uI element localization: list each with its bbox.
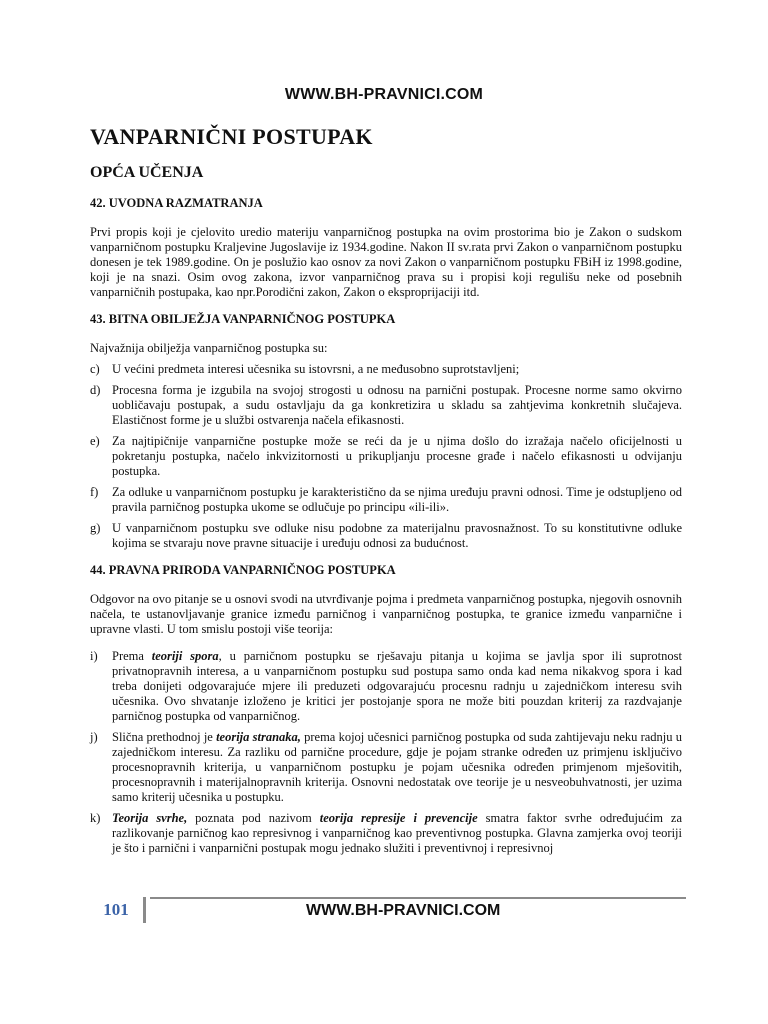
footer-page-separator (143, 897, 146, 923)
list-item (90, 811, 682, 856)
text-run: Slična prethodnoj je (112, 730, 217, 744)
list-item-text: Za najtipičnije vanparnične postupke može se reći da je u njima došlo do izražaja načelo oficijelnosti u pokretanju postupka, načelo inkvizitornosti u prikupljanju procesne građe i načelo efikasnosti u odvijanju postupka. (112, 434, 682, 478)
list-item-text: Za odluke u vanparničnom postupku je karakteristično da se njima uređuju pravni odnosi. Time je odstupljeno od pravila parničnog postupka ukome se odlučuje po principu «ili-ili». (112, 485, 682, 514)
list-marker: k) (90, 811, 101, 825)
document-subtitle: OPĆA UČENJA (90, 164, 204, 181)
text-run: prema kojoj učesnici parničnog postupka od suda zahtijevaju neku radnju u zajedničkom interesu. Za razliku od parnične procedure, gdje je pojam stranke određen uz primjenu isključivo procesnopravnih kriterija, u vanparničnom postupku je pojam učesnika određen primjenom mješovitih, procesnopravnih i materijalnopravnih kriterija. Osnovni nedostatak ove teorije je u nesveobuhvatnosti, jer uzima samo kriterij učesnika u postupku. (112, 730, 682, 804)
list-marker: i) (90, 649, 98, 663)
list-item (90, 362, 682, 377)
list-marker: g) (90, 521, 101, 535)
list-item (90, 485, 682, 515)
text-run: Prema (112, 649, 152, 663)
text-run: , u parničnom postupku se rješavaju pitanja u kojima se javlja spor ili suprotnost privatnopravnih interesa, a u vanparničnom postupku sud postupa samo onda kad nema nikakvog spora i kad treba donijeti odgovarajuće mjere ili preduzeti odgovarajuću procesnu radnju u zajedničkom interesu svih učesnika. Ovo shvatanje izloženo je kritici jer postojanje spora ne može biti pouzdan kriterij za razdvajanje parničnog postupka od vanparničnog. (112, 649, 682, 723)
emphasis-term: teorija stranaka, (216, 730, 301, 744)
section-42-heading: 42. UVODNA RAZMATRANJA (90, 196, 263, 210)
list-item-text (112, 811, 682, 856)
section-42-paragraph: Prvi propis koji je cjelovito uredio materiju vanparničnog postupka na ovim prostorima bio je Zakon o sudskom vanparničnom postupku Kraljevine Jugoslavije iz 1934.godine. Nakon II sv.rata prvi Zakon o vanparničnom postupku donesen je tek 1989.godine. On je poslužio kao osnov za novi Zakon o vanparničnom postupku FBiH iz 1998.godine, koji je na snazi. Osim ovog zakona, izvor vanparničnog prava su i propisi koji regulišu neke od posebnih vanparničnih postupaka, kao npr.Porodični zakon, Zakon o eksproprijaciji itd. (90, 225, 682, 299)
page-number: 101 (103, 900, 129, 919)
text-run: smatra faktor svrhe određujućim za razlikovanje parničnog kao represivnog i vanparničnog kao preventivnog postupka. Glavna zamjerka ovoj teoriji je što i parnični i vanparnični postupak mogu jednako služiti i preventivnoj i represivnoj (112, 811, 682, 855)
list-item-text: U većini predmeta interesi učesnika su istovrsni, a ne međusobno suprotstavljeni; (112, 362, 520, 376)
list-marker: e) (90, 434, 100, 448)
emphasis-term: teoriji spora (151, 649, 219, 663)
document-title: VANPARNIČNI POSTUPAK (90, 124, 373, 149)
list-item-text (112, 649, 682, 724)
list-item-text: Procesna forma je izgubila na svojoj strogosti u odnosu na parnični postupak. Procesne norme samo okvirno uobličavaju postupak, a sudu ostavljaju da ga konkretizira u skladu sa zahtjevima konkretnih slučajeva. Elastičnost forme je u službi ostvarenja načela efikasnosti. (112, 383, 682, 427)
list-marker: j) (90, 730, 98, 744)
list-marker: d) (90, 383, 101, 397)
list-item (90, 730, 682, 805)
list-item (90, 521, 682, 551)
list-item-text: U vanparničnom postupku sve odluke nisu podobne za materijalnu pravosnažnost. To su konstitutivne odluke kojima se stvaraju nove pravne situacije i uređuju odnosi za budućnost. (112, 521, 682, 550)
list-item (90, 649, 682, 724)
footer-url: WWW.BH-PRAVNICI.COM (306, 902, 501, 919)
text-run: poznata pod nazivom (187, 811, 320, 825)
list-marker: f) (90, 485, 99, 499)
list-item-text (112, 730, 682, 805)
header-url: WWW.BH-PRAVNICI.COM (284, 86, 484, 103)
section-43-list (90, 362, 682, 551)
section-43-intro: Najvažnija obilježja vanparničnog postupka su: (90, 341, 328, 355)
emphasis-term: teorija represije i prevencije (319, 811, 478, 825)
section-44-heading: 44. PRAVNA PRIRODA VANPARNIČNOG POSTUPKA (90, 563, 396, 577)
footer-divider (150, 897, 686, 899)
document-body (90, 124, 682, 868)
list-marker: c) (90, 362, 100, 376)
section-44-list (90, 649, 682, 856)
section-43-heading: 43. BITNA OBILJEŽJA VANPARNIČNOG POSTUPKA (90, 312, 396, 326)
emphasis-term: Teorija svrhe, (112, 811, 188, 825)
section-44-intro: Odgovor na ovo pitanje se u osnovi svodi na utvrđivanje pojma i predmeta vanparničnog postupka, njegovih osnovnih načela, te ustanovljavanje granice između parničnog i vanparničnog postupka, te granice između vanparnične i upravne vlasti. U tom smislu postoji više teorija: (90, 592, 682, 636)
list-item (90, 383, 682, 428)
list-item (90, 434, 682, 479)
